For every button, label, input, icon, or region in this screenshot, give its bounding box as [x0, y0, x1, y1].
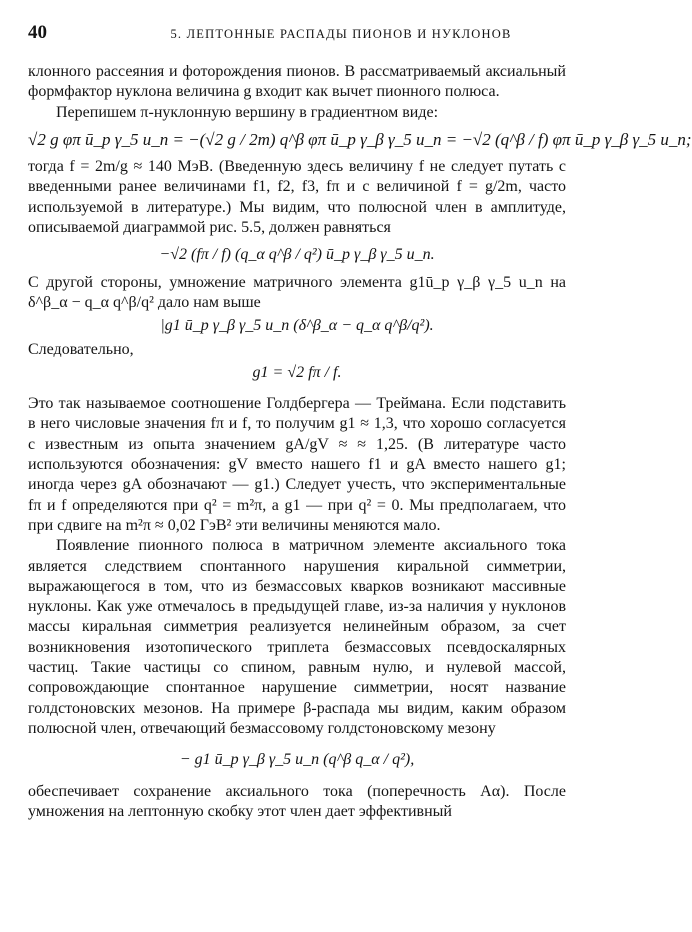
- paragraph-1: клонного рассеяния и фоторождения пионов. В рассматриваемый аксиальный формфактор нуклона величина g входит как вычет пионного полюса.: [28, 63, 566, 101]
- paragraph-2: Перепишем π-нуклонную вершину в градиентном виде:: [56, 103, 439, 121]
- formula-4: g1 = √2 fπ / f.: [252, 363, 342, 381]
- formula-3: |g1 ū_p γ_β γ_5 u_n (δ^β_α − q_α q^β/q²).: [160, 317, 434, 335]
- formula-1: √2 g φπ ū_p γ_5 u_n = −(√2 g / 2m) q^β φπ ū_p γ_β γ_5 u_n = −√2 (q^β / f) φπ ū_p γ_β γ_5 u_n;: [28, 129, 692, 149]
- paragraph-8: обеспечивает сохранение аксиального тока (поперечность Aα). После умножения на лептонную скобку этот член дает эффективный: [28, 782, 566, 820]
- page-header: [28, 22, 564, 50]
- paragraph-7: Появление пионного полюса в матричном элементе аксиального тока является следствием спонтанного нарушения киральной симметрии, выражающегося в том, что из безмассовых кварков возникают массивные нуклоны. Как уже отмечалось в предыдущей главе, из-за наличия у нуклонов массы киральная симметрия реализуется нелинейным образом, за счет возникновения изотопического триплета безмассовых псевдоскалярных частиц. Такие частицы со спином, равным нулю, и нулевой массой, сопровождающие спонтанное нарушение симметрии, носят название голдстоновских мезонов. На примере β-распада мы видим, каким образом полюсной член, отвечающий безмассовому голдстоновскому мезону: [28, 537, 566, 737]
- paragraph-4: С другой стороны, умножение матричного элемента g1ū_p γ_β γ_5 u_n на δ^β_α − q_α q^β/q² дало нам выше: [28, 273, 566, 311]
- page-body: [28, 62, 692, 822]
- formula-5: − g1 ū_p γ_β γ_5 u_n (q^β q_α / q²),: [179, 751, 415, 769]
- formula-2: −√2 (fπ / f) (q_α q^β / q²) ū_p γ_β γ_5 u_n.: [159, 246, 435, 264]
- page-number: 40: [28, 22, 47, 43]
- running-title: 5. ЛЕПТОННЫЕ РАСПАДЫ ПИОНОВ И НУКЛОНОВ: [170, 27, 512, 41]
- paragraph-3: тогда f = 2m/g ≈ 140 МэВ. (Введенную здесь величину f не следует путать с введенными ранее величинами f1, f2, f3, fπ и с величиной f = g/2m, часто используемой в литературе.) Мы видим, что полюсной член в амплитуде, описываемой диаграммой рис. 5.5, должен равняться: [28, 158, 566, 237]
- paragraph-6: Это так называемое соотношение Голдбергера — Треймана. Если подставить в него числовые значения fπ и f, то получим g1 ≈ 1,3, что хорошо согласуется с известным из опыта значением gA/gV ≈ ≈ 1,25. (В литературе часто используются обозначения: gV вместо нашего f1 и gA вместо нашего g1; иногда через gA обозначают — g1.) Следует учесть, что экспериментальные fπ и f определяются при q² = m²π, а g1 — при q² = 0. Мы предполагаем, что при сдвиге на m²π ≈ 0,02 ГэВ² эти величины меняются мало.: [28, 395, 566, 534]
- paragraph-5: Следовательно,: [28, 340, 134, 358]
